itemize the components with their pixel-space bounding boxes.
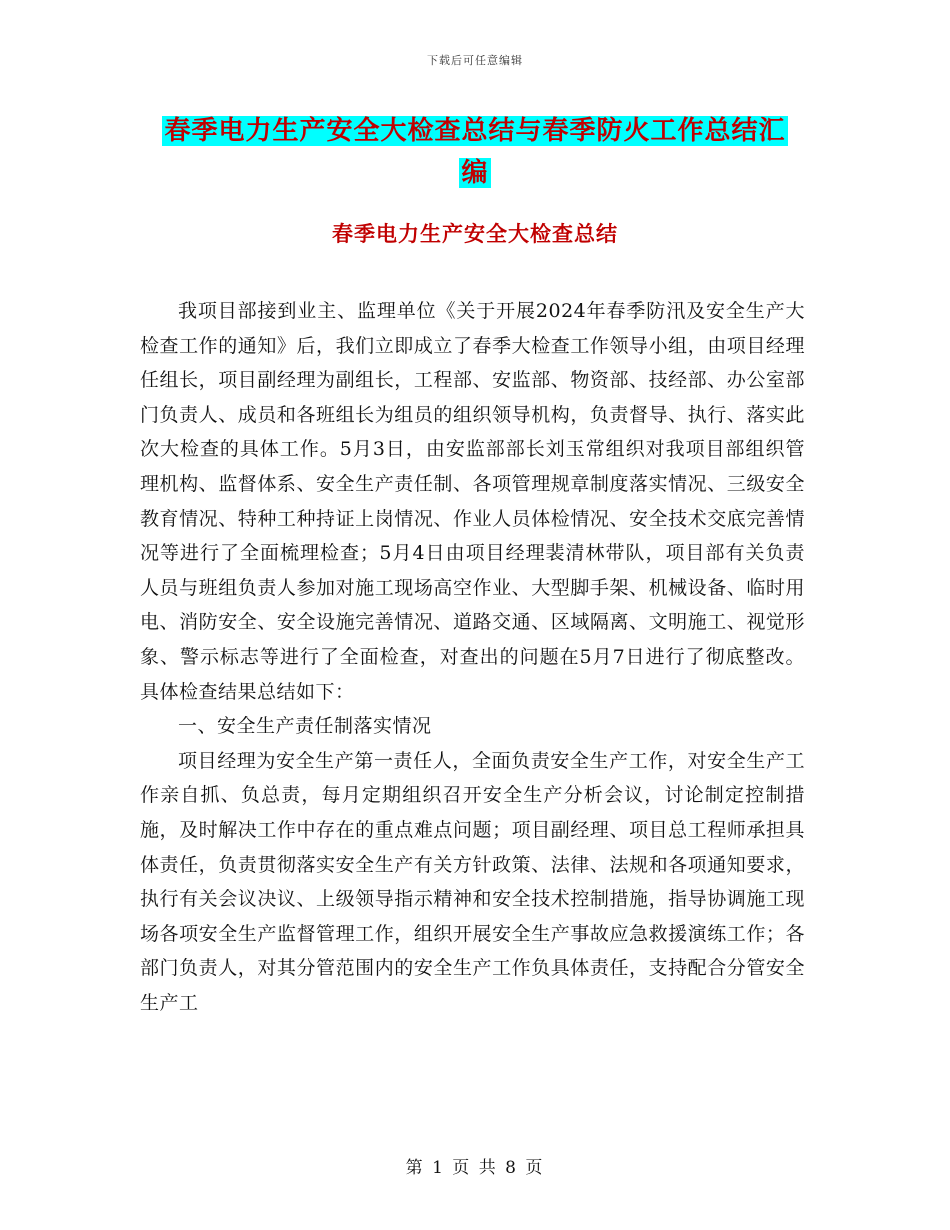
- page-footer: 第 1 页 共 8 页: [405, 1158, 545, 1178]
- header-note: 下载后可任意编辑: [427, 54, 523, 67]
- document-title: [140, 110, 810, 194]
- paragraph-intro: 我项目部接到业主、监理单位《关于开展2024年春季防汛及安全生产大检查工作的通知》后，我们立即成立了春季大检查工作领导小组，由项目经理任组长，项目副经理为副组长，工程部、安监部、物资部、技经部、办公室部门负责人、成员和各班组长为组员的组织领导机构，负责督导、执行、落实此次大检查的具体工作。5月3日，由安监部部长刘玉常组织对我项目部组织管理机构、监督体系、安全生产责任制、各项管理规章制度落实情况、三级安全教育情况、特种工种持证上岗情况、作业人员体检情况、安全技术交底完善情况等进行了全面梳理检查；5月4日由项目经理裴清林带队，项目部有关负责人员与班组负责人参加对施工现场高空作业、大型脚手架、机械设备、临时用电、消防安全、安全设施完善情况、道路交通、区域隔离、文明施工、视觉形象、警示标志等进行了全面检查，对查出的问题在5月7日进行了彻底整改。具体检查结果总结如下：: [140, 300, 805, 703]
- section-title: 春季电力生产安全大检查总结: [332, 222, 618, 246]
- paragraph-heading-1: 一、安全生产责任制落实情况: [178, 715, 432, 738]
- paragraph-responsibility: 项目经理为安全生产第一责任人，全面负责安全生产工作，对安全生产工作亲自抓、负总责，每月定期组织召开安全生产分析会议，讨论制定控制措施，及时解决工作中存在的重点难点问题；项目副经理、项目总工程师承担具体责任，负责贯彻落实安全生产有关方针政策、法律、法规和各项通知要求，执行有关会议决议、上级领导指示精神和安全技术控制措施，指导协调施工现场各项安全生产监督管理工作，组织开展安全生产事故应急救援演练工作；各部门负责人，对其分管范围内的安全生产工作负具体责任，支持配合分管安全生产工: [140, 749, 805, 1014]
- document-title-line2: 编: [461, 158, 489, 188]
- body-text: [140, 294, 805, 1020]
- document-title-line1: 春季电力生产安全大检查总结与春季防火工作总结汇: [164, 116, 786, 146]
